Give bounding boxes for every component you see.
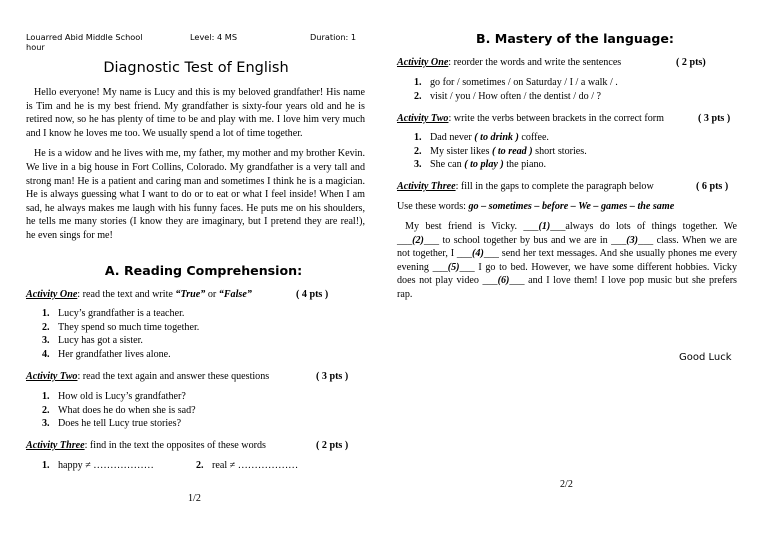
word-bank: Use these words: go – sometimes – before – We – games – the same [397, 201, 675, 212]
list-item: 4. Her grandfather lives alone. [42, 348, 171, 360]
activity-instruction: : read the text and write [77, 289, 176, 300]
activity-label: Activity One [397, 57, 449, 68]
header-level: Level: 4 MS [190, 32, 238, 42]
activity-instruction: : reorder the words and write the sentences [448, 57, 622, 68]
activity-instruction: : fill in the gaps to complete the paragraph below [455, 181, 654, 192]
list-item: 2. What does he do when she is sad? [42, 404, 196, 416]
section-b-title: Mastery of the language: [494, 31, 674, 46]
true-word: “True” [175, 289, 206, 300]
opposite-item-2: 2. real ≠ ……………… [196, 460, 299, 471]
activity-label: Activity Two [397, 113, 449, 124]
right-activity-one-points: ( 2 pts) [676, 57, 706, 68]
activity-instruction: : find in the text the opposites of these words [84, 440, 266, 451]
reading-paragraph-2: He is a widow and he lives with me, my father, my mother and my brother Kevin. We live in a big house in Fort Collins, Colorado. My grandfather is a very tall and strong man! He is a patient and caring man and sometimes I think he is a magician. He is always guessing what I want to do or to eat or what I feel inside! When I am sad, he always makes me laugh with his funny faces. He puts me on his shoulders, he tells me many stories (I know they are imaginary, but I pretend they are real!), he even sings for me! [26, 148, 365, 241]
activity-label: Activity Two [26, 371, 78, 382]
list-item: 1. Dad never ( to drink ) coffee. [414, 132, 549, 143]
reading-paragraph-1: Hello everyone! My name is Lucy and this is my beloved grandfather! His name is Tim and he is my best friend. My grandfather is sixty-four years old and he is retired now, so he has plenty of time to be and play with me. I love him very much and I know he loves me too. We usually spend a lot of time together. [26, 87, 365, 139]
section-b-letter: B. [476, 31, 491, 46]
activity-label: Activity One [26, 289, 78, 300]
left-activity-two-heading [26, 370, 269, 383]
activity-label: Activity Three [397, 181, 456, 192]
section-a-title: Reading Comprehension: [123, 263, 303, 278]
left-activity-one-points: ( 4 pts ) [296, 289, 329, 300]
list-item: 2. visit / you / How often / the dentist / do / ? [414, 90, 602, 102]
header-school-name: Louarred Abid Middle School [26, 32, 143, 42]
gap-3: (3) [626, 234, 639, 246]
list-item: 3. She can ( to play ) the piano. [414, 159, 547, 171]
right-activity-two-list [414, 131, 587, 172]
or-word: or [205, 289, 219, 300]
gap-6: (6) [497, 275, 510, 287]
list-item: 1. go for / sometimes / on Saturday / I / a walk / . [414, 77, 618, 88]
header-duration: Duration: 1 [310, 32, 357, 42]
left-activity-one-list [42, 307, 199, 361]
opposite-item-1: 1. happy ≠ ……………… [42, 460, 154, 471]
left-activity-two-points: ( 3 pts ) [316, 371, 349, 382]
activity-instruction: : read the text again and answer these questions [77, 371, 270, 382]
left-activity-three-points: ( 2 pts ) [316, 440, 349, 451]
good-luck: Good Luck [679, 352, 732, 363]
left-activity-three-heading [26, 439, 266, 452]
gap-1: (1) [538, 221, 551, 232]
gap-fill-paragraph: My best friend is Vicky. ___(1)___always do lots of things together. We ___(2)___ to school together by bus and we are in ___(3)___ class. When we are not together, I ___(4)___ send her text messages. And she usually phones me every evening ___(5)___ I go to bed. However, we have some different hobbies. Vicky does not play video ___(6)___ and I love them! I love pop music but she prefers rap. [397, 221, 738, 300]
right-activity-three-heading [397, 180, 654, 193]
list-item: 1. How old is Lucy’s grandfather? [42, 391, 186, 402]
list-item: 2. My sister likes ( to read ) short stories. [414, 145, 587, 157]
page-number-2: 2/2 [560, 479, 573, 490]
right-activity-one-heading [397, 56, 621, 69]
false-word: “False” [218, 289, 252, 300]
page-title: Diagnostic Test of English [103, 60, 289, 76]
list-item: 3. Lucy has got a sister. [42, 335, 143, 347]
header-school-hour: hour [26, 42, 45, 52]
list-item: 1. Lucy’s grandfather is a teacher. [42, 308, 185, 319]
right-activity-two-heading [397, 112, 664, 125]
right-activity-three-points: ( 6 pts ) [696, 181, 729, 192]
gap-4: (4) [472, 248, 484, 260]
page-number-1: 1/2 [188, 493, 201, 504]
word-bank-words: go – sometimes – before – We – games – the same [468, 201, 675, 212]
reading-text [26, 86, 365, 243]
section-b-heading [476, 31, 674, 46]
gap-5: (5) [447, 261, 460, 273]
right-activity-two-points: ( 3 pts ) [698, 113, 731, 124]
section-a-heading [26, 263, 381, 278]
activity-instruction: : write the verbs between brackets in the correct form [448, 113, 665, 124]
left-activity-two-list [42, 390, 196, 431]
gap-2: (2) [412, 234, 424, 246]
section-a-letter: A. [104, 263, 120, 278]
list-item: 2. They spend so much time together. [42, 321, 200, 333]
left-activity-one-heading [26, 288, 252, 301]
right-activity-one-list [414, 76, 618, 103]
activity-label: Activity Three [26, 440, 85, 451]
list-item: 3. Does he tell Lucy true stories? [42, 418, 182, 430]
header-school [26, 32, 143, 52]
